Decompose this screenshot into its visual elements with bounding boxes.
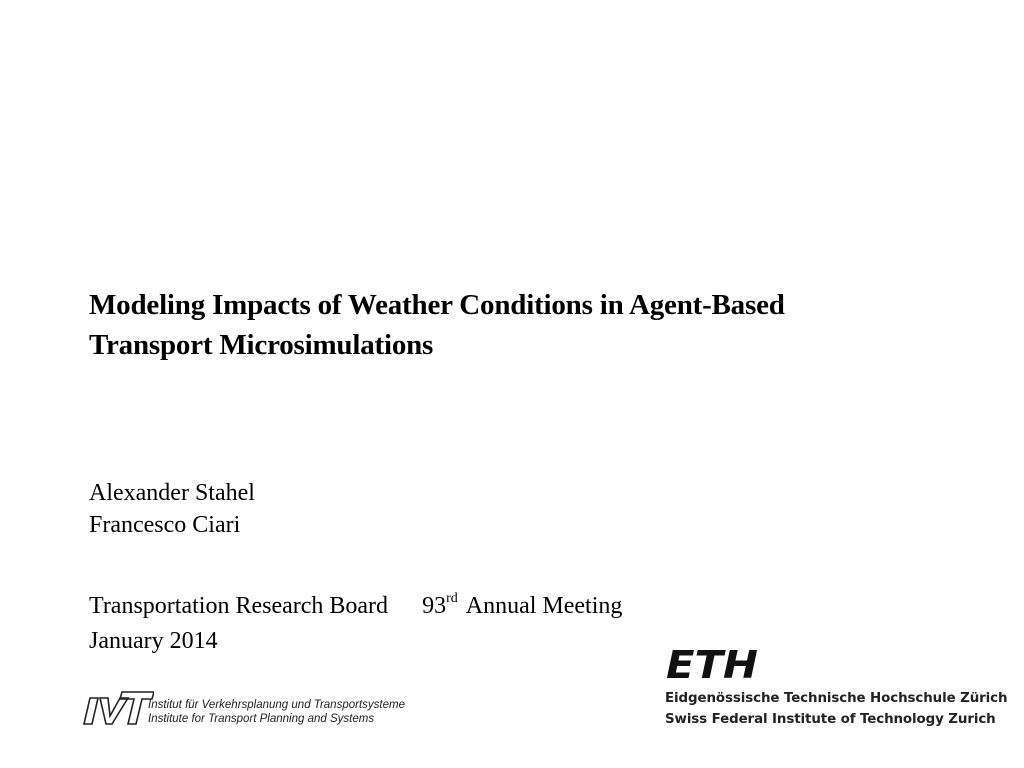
eth-logo [664,646,1008,736]
author-name: Francesco Ciari [89,512,241,538]
event-edition-suffix: rd [446,591,458,606]
title-line-1: Modeling Impacts of Weather Conditions in Agent-Based [89,289,785,321]
event-organization: Transportation Research Board [89,593,389,619]
title-line-2: Transport Microsimulations [89,329,434,361]
ivt-name-english: Institute for Transport Planning and Systems [148,713,375,725]
event-date: January 2014 [89,628,218,654]
author-list [89,477,255,541]
ivt-logo-icon [82,688,154,728]
event-meeting: Annual Meeting [465,593,623,619]
author-name: Alexander Stahel [89,480,255,506]
slide-title [89,285,969,365]
ivt-logo-text [148,698,405,726]
eth-name-german: Eidgenössische Technische Hochschule Zürich [665,691,1008,706]
eth-wordmark: ETH [666,646,758,682]
event-edition-number: 93 [422,593,447,619]
ivt-logo [82,686,422,732]
eth-logo-text [665,688,1007,730]
eth-logo-icon [664,646,760,682]
eth-name-english: Swiss Federal Institute of Technology Zurich [665,712,996,727]
event-line [89,589,622,623]
ivt-name-german: Institut für Verkehrsplanung und Transportsysteme [148,699,405,711]
